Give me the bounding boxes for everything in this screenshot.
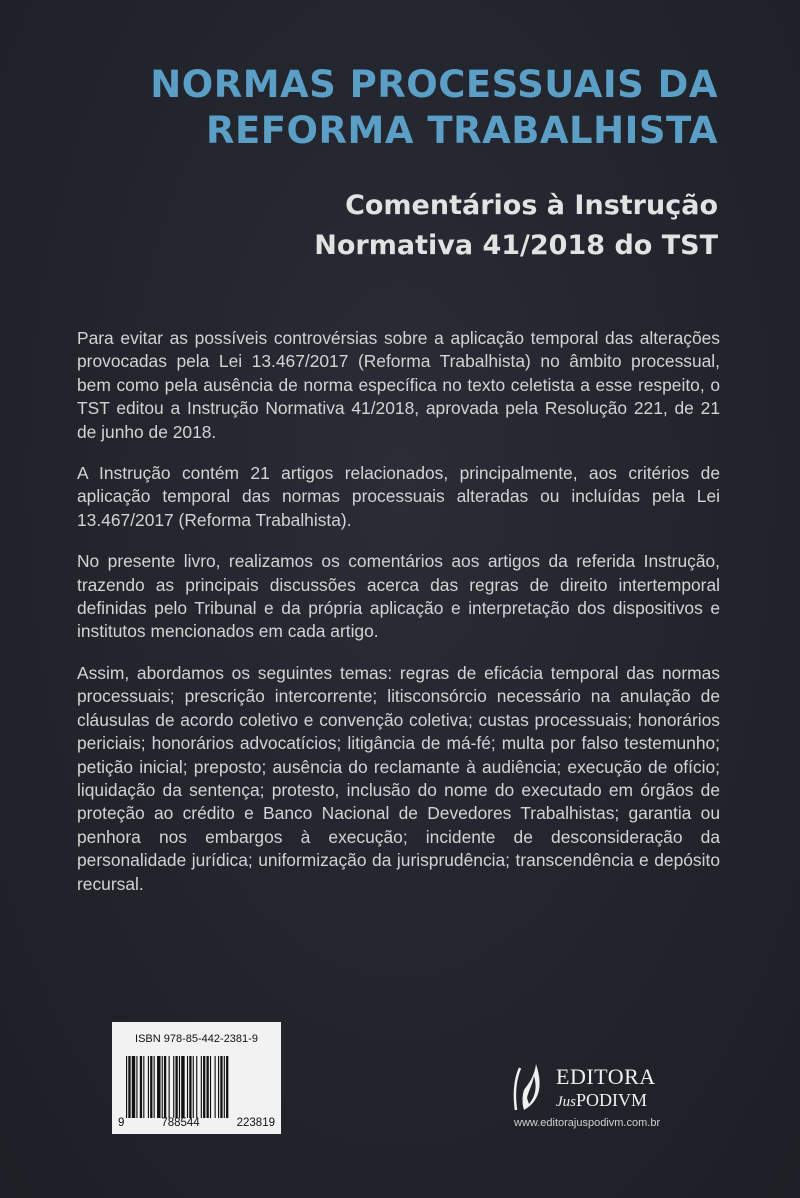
barcode-bar [157,1056,160,1118]
barcode-digit-group-1: 788544 [161,1117,200,1129]
barcode-bar [162,1056,163,1118]
barcode-bar [181,1056,184,1118]
barcode-bar [207,1056,209,1118]
barcode-bar [226,1056,228,1118]
barcode-bar [126,1056,127,1118]
barcode-bar [128,1056,130,1118]
barcode-bar [203,1056,205,1118]
book-subtitle-line-1: Comentários à Instrução [345,190,718,221]
book-subtitle-line-2: Normativa 41/2018 do TST [314,230,718,261]
synopsis [77,327,720,914]
book-title [150,62,718,154]
isbn-barcode [112,1022,281,1134]
publisher-url: www.editorajuspodivm.com.br [514,1117,661,1129]
book-title-line-2: REFORMA TRABALHISTA [206,109,718,152]
barcode-bar [175,1056,177,1118]
barcode-bar [201,1056,202,1118]
barcode-digit-group-2: 223819 [236,1117,275,1129]
barcode-digits [118,1117,275,1129]
barcode-bar [196,1056,197,1118]
barcode-bar [150,1056,152,1118]
barcode-bar [210,1056,211,1118]
barcode-bars [126,1056,267,1118]
barcode-bar [154,1056,155,1118]
barcode-bar [164,1056,166,1118]
barcode-bar [179,1056,180,1118]
publisher-imprint-main: PODIVM [576,1090,648,1110]
synopsis-paragraph-1: Para evitar as possíveis controvérsias sobre a aplicação temporal das alterações provocadas pela Lei 13.467/2017 (Reforma Trabalhista) no âmbito processual, bem como pela ausência de norma específica no texto celetista a esse respeito, o TST editou a Instrução Normativa 41/2018, aprovada pela Resolução 221, de 21 de junho de 2018. [77,328,720,442]
barcode-bar [169,1056,170,1118]
barcode-bar [215,1056,216,1118]
publisher-flame-logo [510,1060,550,1112]
barcode-digit-lead: 9 [118,1117,125,1129]
synopsis-paragraph-2: A Instrução contém 21 artigos relacionados, principalmente, aos critérios de aplicação temporal das normas processuais alteradas ou incluídas pela Lei 13.467/2017 (Reforma Trabalhista). [77,463,720,530]
barcode-bar [187,1056,188,1118]
barcode-bar [143,1056,144,1118]
barcode-bar [136,1056,137,1118]
synopsis-paragraph-4: Assim, abordamos os seguintes temas: regras de eficácia temporal das normas processuais; prescrição intercorrente; litisconsórcio necessário na anulação de cláusulas de acordo coletivo e convenção coletiva; custas processuais; honorários periciais; honorários advocatícios; litigância de má-fé; multa por falso testemunho; petição inicial; preposto; ausência do reclamante à audiência; execução de ofício; liquidação da sentença; protesto, inclusão do nome do executado em órgãos de proteção ao crédito e Banco Nacional de Devedores Trabalhistas; garantia ou penhora nos embargos à execução; incidente de desconsideração da personalidade jurídica; uniformização da jurisprudência; transcendência e depósito recursal. [77,662,720,894]
publisher-name: EDITORA [556,1064,656,1089]
barcode-bar [224,1056,225,1118]
synopsis-paragraph-3: No presente livro, realizamos os comentários aos artigos da referida Instrução, trazendo as principais discussões acerca das regras de direito intertemporal definidas pelo Tribunal e da própria aplicação e interpretação dos dispositivos e institutos mencionados em cada artigo. [77,551,720,642]
publisher-block [510,1060,715,1142]
book-title-line-1: NORMAS PROCESSUAIS DA [150,63,718,106]
barcode-bar [218,1056,219,1118]
publisher-imprint-prefix: Jus [556,1094,576,1110]
barcode-bar [220,1056,222,1118]
book-subtitle [314,186,718,266]
barcode-bar [189,1056,191,1118]
barcode-bar [132,1056,135,1118]
barcode-bar [140,1056,142,1118]
barcode-bar [193,1056,194,1118]
isbn-label: ISBN 978-85-442-2381-9 [135,1033,258,1045]
publisher-imprint [556,1090,647,1111]
barcode-bar [173,1056,174,1118]
barcode-bar [148,1056,149,1118]
